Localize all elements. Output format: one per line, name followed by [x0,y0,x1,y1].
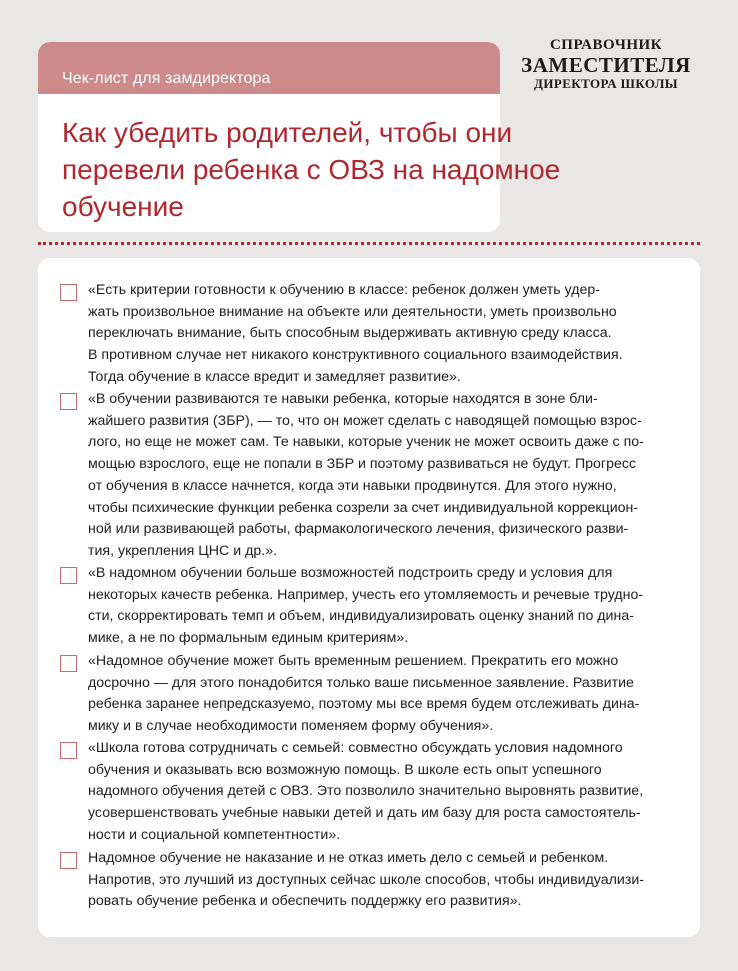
text-line: жайшего развития (ЗБР), — то, что он может сделать с наводящей помощью взрос- [88,412,642,429]
brand-logo [506,36,706,92]
checklist-item-text [88,563,688,650]
text-line: лого, но еще не может сам. Те навыки, которые ученик не может освоить даже с по- [88,434,644,451]
brand-line-1: СПРАВОЧНИК [549,37,663,53]
checkbox[interactable] [60,393,77,410]
text-line: чтобы психические функции ребенка созрели за счет индивидуальной коррекцион- [88,499,639,516]
text-line: надомного обучения детей с ОВЗ. Это позволило значительно выровнять развитие, [88,783,644,800]
checkbox[interactable] [60,742,77,759]
text-line: ровать обучение ребенка и обеспечить поддержку его развития». [88,893,522,910]
text-line: Тогда обучение в классе вредит и замедляет развитие». [88,368,461,385]
checklist-item-text [88,280,688,389]
text-line: обучения и оказывать всю возможную помощь. В школе есть опыт успешного [88,761,602,778]
text-line: «В обучении развиваются те навыки ребенка, которые находятся в зоне бли- [88,391,598,407]
page-title-line: обучение [62,191,184,222]
checklist-item-text [88,389,688,563]
text-line: «Школа готова сотрудничать с семьей: совместно обсуждать условия надомного [88,740,623,756]
text-line: мику и в случае необходимости поменяем форму обучения». [88,718,494,735]
text-line: Напротив, это лучший из доступных сейчас школе способов, чтобы индивидуализи- [88,871,644,888]
checklist-card [38,258,700,937]
text-line: досрочно — для этого понадобится только ваше письменное заявление. Развитие [88,674,634,691]
text-line: сти, скорректировать темп и объем, индивидуализировать оценку знаний по дина- [88,608,634,625]
text-line: жать произвольное внимание на объекте или деятельности, уметь произвольно [88,303,617,320]
text-line: «В надомном обучении больше возможностей подстроить среду и условия для [88,565,613,581]
checklist-item-text [88,738,688,847]
text-line: В противном случае нет никакого конструктивного социального взаимодействия. [88,347,623,364]
checkbox[interactable] [60,852,77,869]
text-line: усовершенствовать учебные навыки детей и дать им базу для роста самостоятель- [88,805,641,822]
text-line: «Надомное обучение может быть временным решением. Прекратить его можно [88,653,619,669]
checkbox[interactable] [60,655,77,672]
text-line: ной или развивающей работы, фармакологического лечения, физического разви- [88,521,629,538]
checklist-item-text [88,651,688,738]
dotted-divider [38,242,700,245]
checkbox[interactable] [60,567,77,584]
text-line: «Есть критерии готовности к обучению в классе: ребенок должен уметь удер- [88,282,600,298]
page-title-line: Как убедить родителей, чтобы они [62,117,513,148]
text-line: Надомное обучение не наказание и не отказ иметь дело с семьей и ребенком. [88,850,609,866]
text-line: переключать внимание, быть способным выдерживать активную среду класса. [88,325,612,342]
header-tab [38,42,500,94]
page-title [62,114,662,225]
header-tab-label: Чек-лист для замдиректора [62,70,271,87]
checkbox[interactable] [60,284,77,301]
text-line: мике, а не по формальным единым критериям». [88,630,409,647]
text-line: ности и социальной компетентности». [88,826,341,843]
text-line: мощью взрослого, еще не попали в ЗБР и поэтому развиваться не будут. Прогресс [88,456,637,473]
text-line: некоторых качеств ребенка. Например, учесть его утомляемость и речевые трудно- [88,586,644,603]
page-title-line: перевели ребенка с ОВЗ на надомное [62,154,561,185]
checklist-item-text [88,848,688,913]
text-line: ребенка заранее непредсказуемо, поэтому мы все время будем отслеживать дина- [88,696,640,713]
text-line: от обучения в классе начнется, когда эти навыки продвинутся. Для этого нужно, [88,477,617,494]
brand-line-3: ДИРЕКТОРА ШКОЛЫ [534,76,678,91]
brand-line-2: ЗАМЕСТИТЕЛЯ [521,53,691,77]
text-line: тия, укрепления ЦНС и др.». [88,542,278,559]
